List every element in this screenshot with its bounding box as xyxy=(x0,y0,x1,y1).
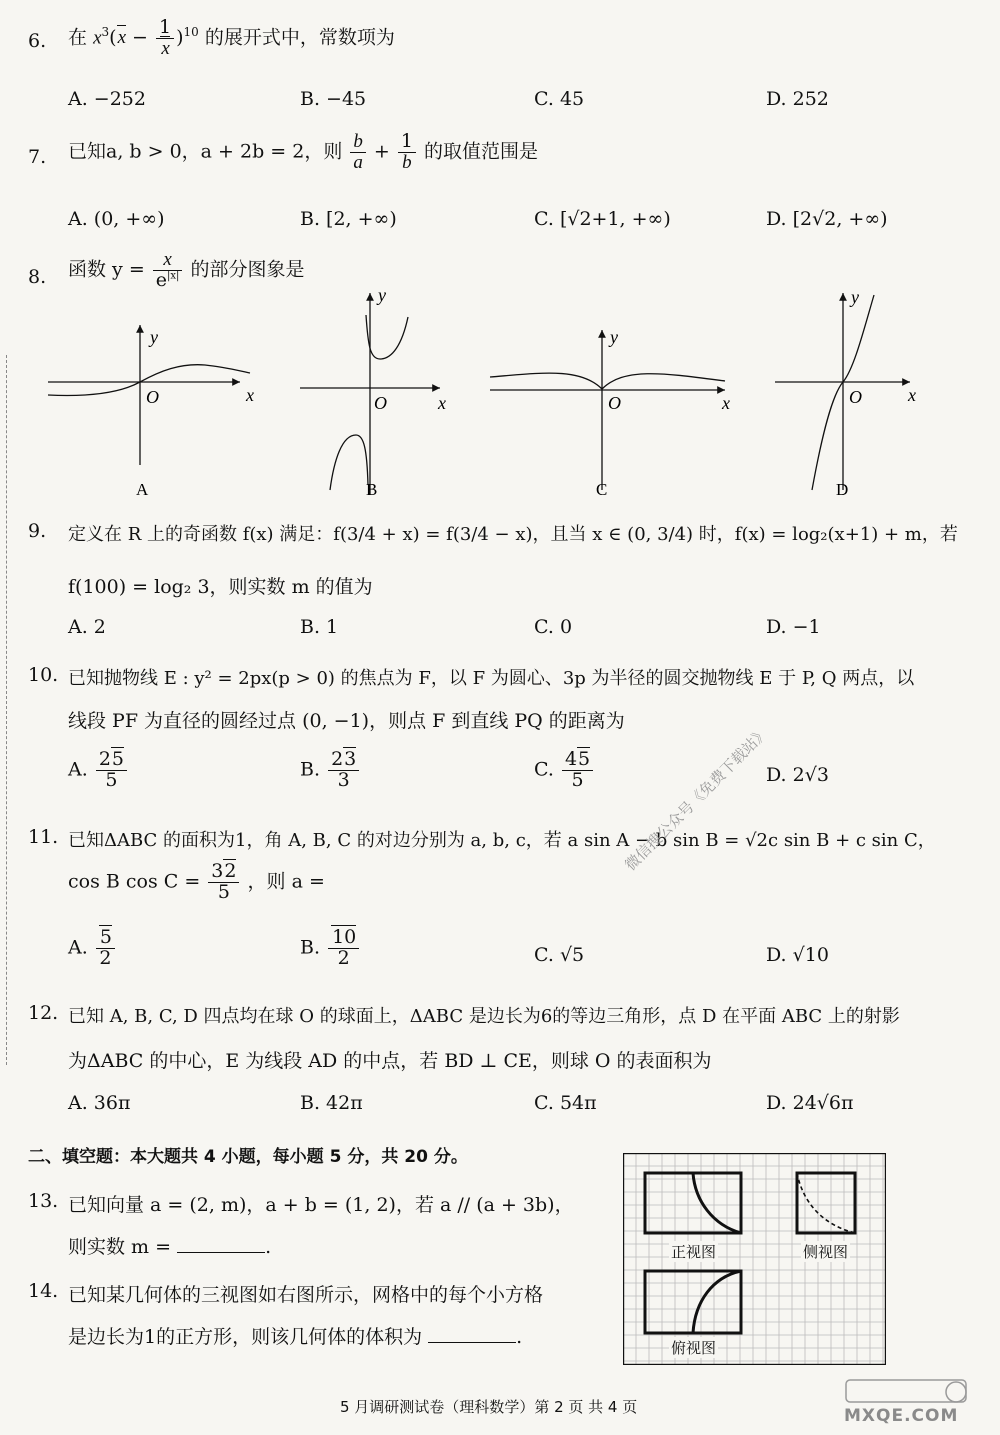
q13-line1: 已知向量 a = (2, m)，a + b = (1, 2)，若 a // (a + 3b)， xyxy=(68,1194,574,1216)
q12-option-d[interactable]: D. 24√6π xyxy=(766,1092,854,1114)
q8-c-axis-x: x xyxy=(722,393,730,413)
q8-label-b: B xyxy=(366,480,378,499)
q10-option-a-label: A. xyxy=(68,758,88,781)
q9-option-a[interactable]: A. 2 xyxy=(68,616,106,638)
q8-number: 8. xyxy=(28,266,47,288)
q8-graph-c[interactable] xyxy=(490,327,730,499)
q8-graph-d[interactable] xyxy=(775,287,916,499)
q8-tail: 的部分图象是 xyxy=(190,258,305,281)
q8-label-c: C xyxy=(596,480,608,499)
q14-line2-text: 是边长为1的正方形，则该几何体的体积为 xyxy=(68,1326,423,1348)
top-view-shape xyxy=(645,1271,741,1333)
q8-d-origin: O xyxy=(849,387,862,407)
q9-number: 9. xyxy=(28,520,47,542)
q8-b-origin: O xyxy=(374,393,387,413)
q8-c-origin: O xyxy=(608,393,621,413)
q14-number: 14. xyxy=(28,1280,59,1302)
q11-number: 11. xyxy=(28,826,59,848)
q8-label-d: D xyxy=(836,480,849,499)
q8-text: 函数 y = xyxy=(68,258,145,281)
q9-line1: 定义在 R 上的奇函数 f(x) 满足：f(3/4 + x) = f(3/4 − x)，且当 x ∈ (0, 3/4) 时，f(x) = log₂(x+1) + m，若 xyxy=(68,524,958,545)
page-footer: 5 月调研测试卷（理科数学）第 2 页 共 4 页 xyxy=(340,1398,638,1416)
q6-option-a[interactable]: A. −252 xyxy=(68,88,146,110)
side-view-label: 侧视图 xyxy=(803,1243,849,1261)
q9-line2: f(100) = log₂ 3，则实数 m 的值为 xyxy=(68,576,373,598)
q8-stem: 函数 y = $\frac{x}{e^{|x|}}$ 的部分图象是 xyxy=(68,249,305,291)
q7-option-b[interactable]: B. [2, +∞) xyxy=(300,208,397,230)
q6-option-b[interactable]: B. −45 xyxy=(300,88,367,110)
q9-option-d[interactable]: D. −1 xyxy=(766,616,821,638)
side-view-shape xyxy=(797,1173,855,1233)
q12-line1: 已知 A, B, C, D 四点均在球 O 的球面上，ΔABC 是边长为6的等边三角形，点 D 在平面 ABC 上的射影 xyxy=(68,1006,900,1027)
q8-graph-b[interactable] xyxy=(300,285,446,499)
q6-stem: 在 $x^3(x$ − $\frac{1}{x}$ )$^{10}$ 的展开式中，常数项为 xyxy=(68,16,395,59)
q13-answer-blank[interactable] xyxy=(177,1234,265,1253)
q7-tail: 的取值范围是 xyxy=(424,140,539,163)
q8-a-origin: O xyxy=(146,387,159,407)
site-logo-text: MXQE.COM xyxy=(844,1406,959,1426)
q9-option-c[interactable]: C. 0 xyxy=(534,616,573,638)
q8-d-axis-x: x xyxy=(908,385,916,405)
q12-option-b[interactable]: B. 42π xyxy=(300,1092,363,1114)
q12-line2: 为ΔABC 的中心，E 为线段 AD 的中点，若 BD ⊥ CE，则球 O 的表面积为 xyxy=(68,1050,712,1072)
q10-option-c[interactable]: C. $\frac{45}{5}$ xyxy=(534,750,595,791)
q6-number: 6. xyxy=(28,30,47,52)
q9-option-b[interactable]: B. 1 xyxy=(300,616,339,638)
q11-line2-a: cos B cos C = xyxy=(68,870,201,893)
q11-option-b-label: B. xyxy=(300,936,321,959)
q11-option-a-label: A. xyxy=(68,936,88,959)
q8-b-axis-y: y xyxy=(378,285,386,305)
q12-option-c[interactable]: C. 54π xyxy=(534,1092,597,1114)
section-2-heading: 二、填空题：本大题共 4 小题，每小题 5 分，共 20 分。 xyxy=(28,1147,468,1167)
front-view-label: 正视图 xyxy=(671,1243,717,1261)
q13-number: 13. xyxy=(28,1190,59,1212)
q10-option-c-label: C. xyxy=(534,758,554,781)
q10-option-a[interactable]: A. $\frac{25}{5}$ xyxy=(68,750,129,791)
q7-option-d[interactable]: D. [2√2, +∞) xyxy=(766,208,888,230)
q8-d-axis-y: y xyxy=(851,287,859,307)
q7-option-a[interactable]: A. (0, +∞) xyxy=(68,208,165,230)
q11-option-d[interactable]: D. √10 xyxy=(766,944,829,966)
q6-option-c[interactable]: C. 45 xyxy=(534,88,585,110)
q11-option-b[interactable]: B. $\frac{10}{2}$ xyxy=(300,928,361,969)
q8-a-axis-y: y xyxy=(150,327,158,347)
q13-line2-text: 则实数 m = xyxy=(68,1236,172,1258)
q12-number: 12. xyxy=(28,1002,59,1024)
three-view-figure xyxy=(623,1153,886,1365)
q7-stem: 已知a, b > 0，a + 2b = 2，则 $\frac{b}{a}$ + $\frac{1}{b}$ 的取值范围是 xyxy=(68,130,539,173)
q8-a-axis-x: x xyxy=(246,385,254,405)
q11-option-a[interactable]: A. $\frac{5}{2}$ xyxy=(68,928,117,969)
q11-option-c[interactable]: C. √5 xyxy=(534,944,585,966)
q14-line2: 是边长为1的正方形，则该几何体的体积为 . xyxy=(68,1326,523,1348)
q14-line1: 已知某几何体的三视图如右图所示，网格中的每个小方格 xyxy=(68,1284,544,1306)
site-logo xyxy=(838,1378,988,1430)
q10-number: 10. xyxy=(28,664,59,686)
q12-option-a[interactable]: A. 36π xyxy=(68,1092,131,1114)
front-view-shape xyxy=(645,1173,741,1233)
q8-c-axis-y: y xyxy=(610,327,618,347)
q14-answer-blank[interactable] xyxy=(428,1324,516,1343)
q10-line1: 已知抛物线 E : y² = 2px(p > 0) 的焦点为 F，以 F 为圆心、3p 为半径的圆交抛物线 E 于 P, Q 两点，以 xyxy=(68,668,915,689)
q6-option-d[interactable]: D. 252 xyxy=(766,88,829,110)
q10-option-b-label: B. xyxy=(300,758,321,781)
q10-option-d[interactable]: D. 2√3 xyxy=(766,764,829,786)
q8-b-axis-x: x xyxy=(438,393,446,413)
q13-line2: 则实数 m = . xyxy=(68,1236,272,1258)
q11-line1: 已知ΔABC 的面积为1，角 A, B, C 的对边分别为 a, b, c，若 a sin A − b sin B = √2c sin B + c sin C， xyxy=(68,830,936,851)
q11-line2: cos B cos C = $\frac{32}{5}$ ，则 a = xyxy=(68,860,325,903)
q10-line2: 线段 PF 为直径的圆经过点 (0, −1)，则点 F 到直线 PQ 的距离为 xyxy=(68,710,625,732)
q7-number: 7. xyxy=(28,146,47,168)
watermark-text: 微信搜公众号《免费下载站》 xyxy=(621,723,773,875)
q7-option-c[interactable]: C. [√2+1, +∞) xyxy=(534,208,671,230)
q8-graph-a[interactable] xyxy=(48,325,254,499)
binding-margin-line xyxy=(6,355,7,1065)
top-view-label: 俯视图 xyxy=(671,1339,717,1357)
q11-line2-b: ，则 a = xyxy=(247,870,325,893)
q6-text-b: 的展开式中，常数项为 xyxy=(204,26,395,49)
q8-graphs xyxy=(40,285,980,500)
q6-text-a: 在 xyxy=(68,26,88,49)
q8-label-a: A xyxy=(136,480,149,499)
q10-option-b[interactable]: B. $\frac{23}{3}$ xyxy=(300,750,361,791)
q7-text: 已知a, b > 0，a + 2b = 2，则 xyxy=(68,140,343,163)
